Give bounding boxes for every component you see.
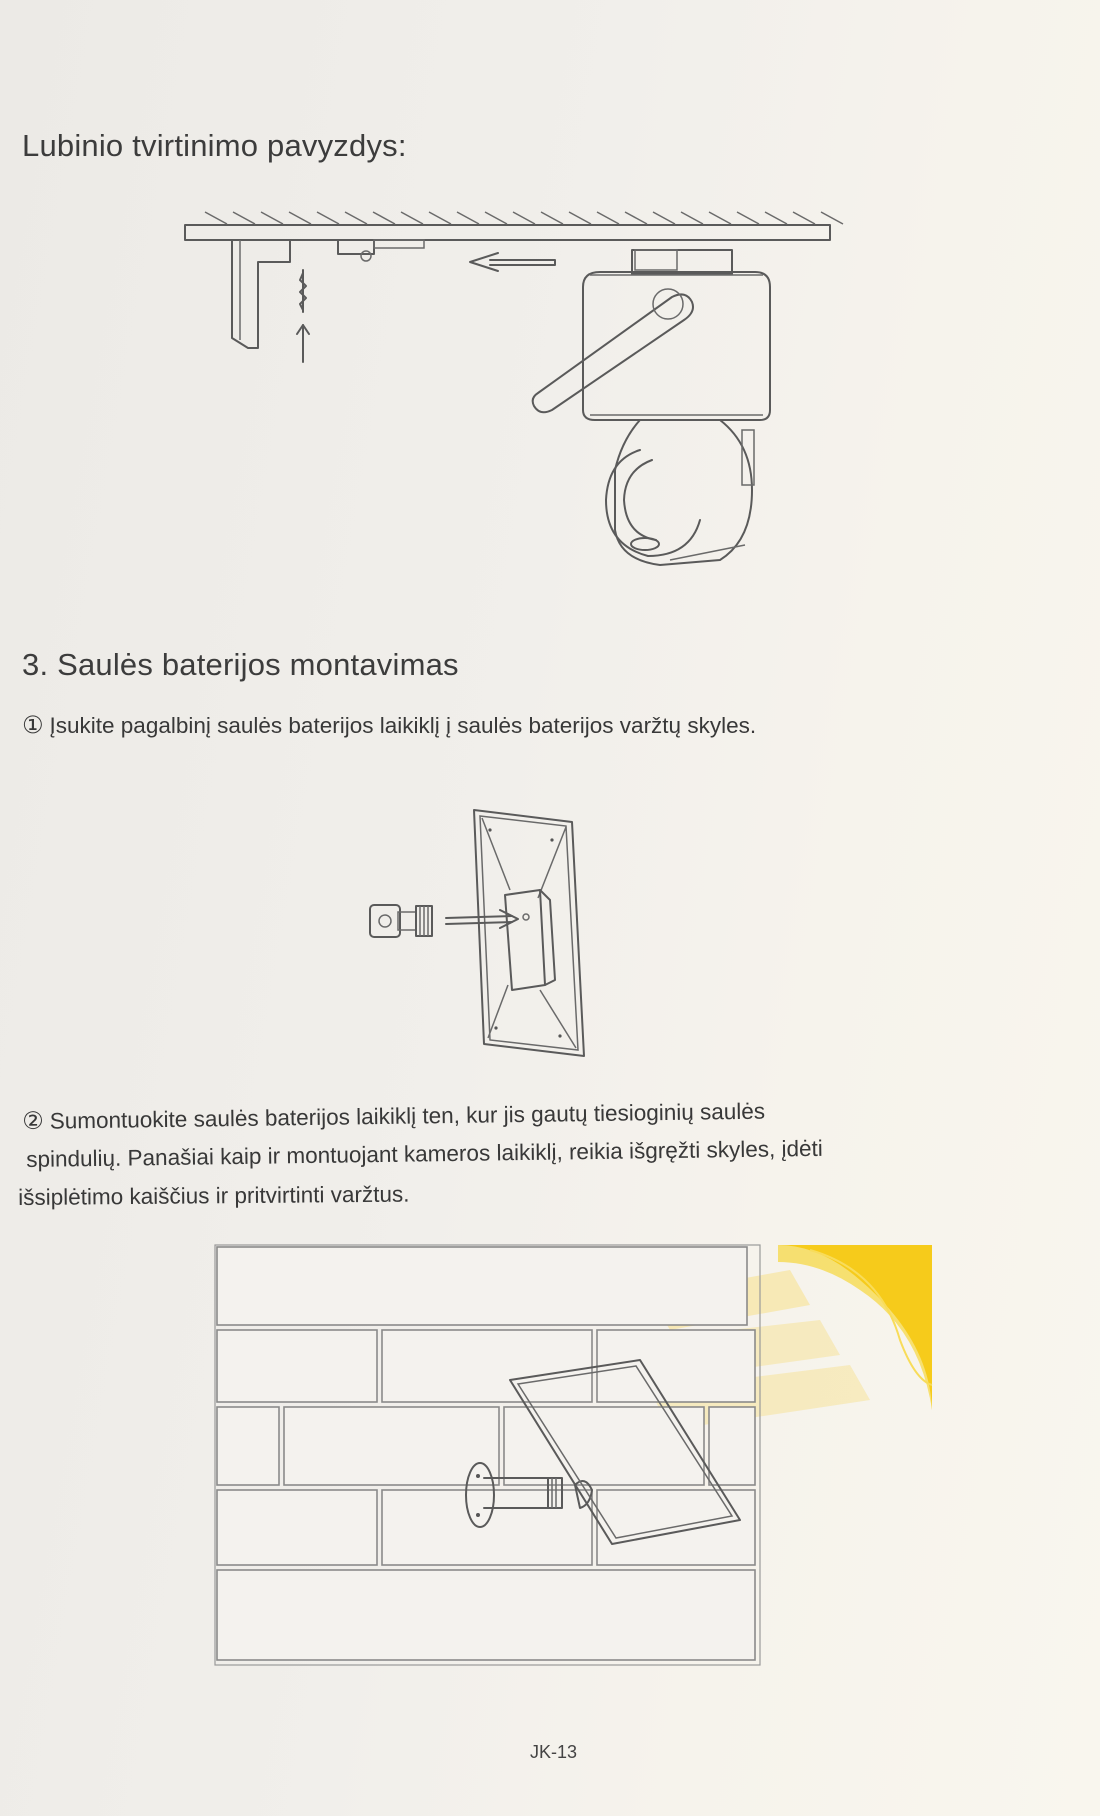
step-2-line-1: Sumontuokite saulės baterijos laikiklį ten, kur jis gautų tiesioginių saulės <box>49 1098 766 1134</box>
page-number: JK-13 <box>530 1742 578 1762</box>
step-1-marker: ① <box>22 712 44 739</box>
step-2-line-2: spindulių. Panašiai kaip ir montuojant kameros laikiklį, reikia išgręžti skyles, įdėti <box>26 1135 823 1172</box>
step-1-text: Įsukite pagalbinį saulės baterijos laikiklį į saulės baterijos varžtų skyles. <box>49 713 757 738</box>
step-2-marker: ② <box>22 1107 44 1135</box>
section-title: 3. Saulės baterijos montavimas <box>22 647 459 682</box>
step-2-line-3: išsiplėtimo kaiščius ir pritvirtinti varžtus. <box>18 1181 410 1210</box>
ceiling-example-title: Lubinio tvirtinimo pavyzdys: <box>22 128 407 163</box>
